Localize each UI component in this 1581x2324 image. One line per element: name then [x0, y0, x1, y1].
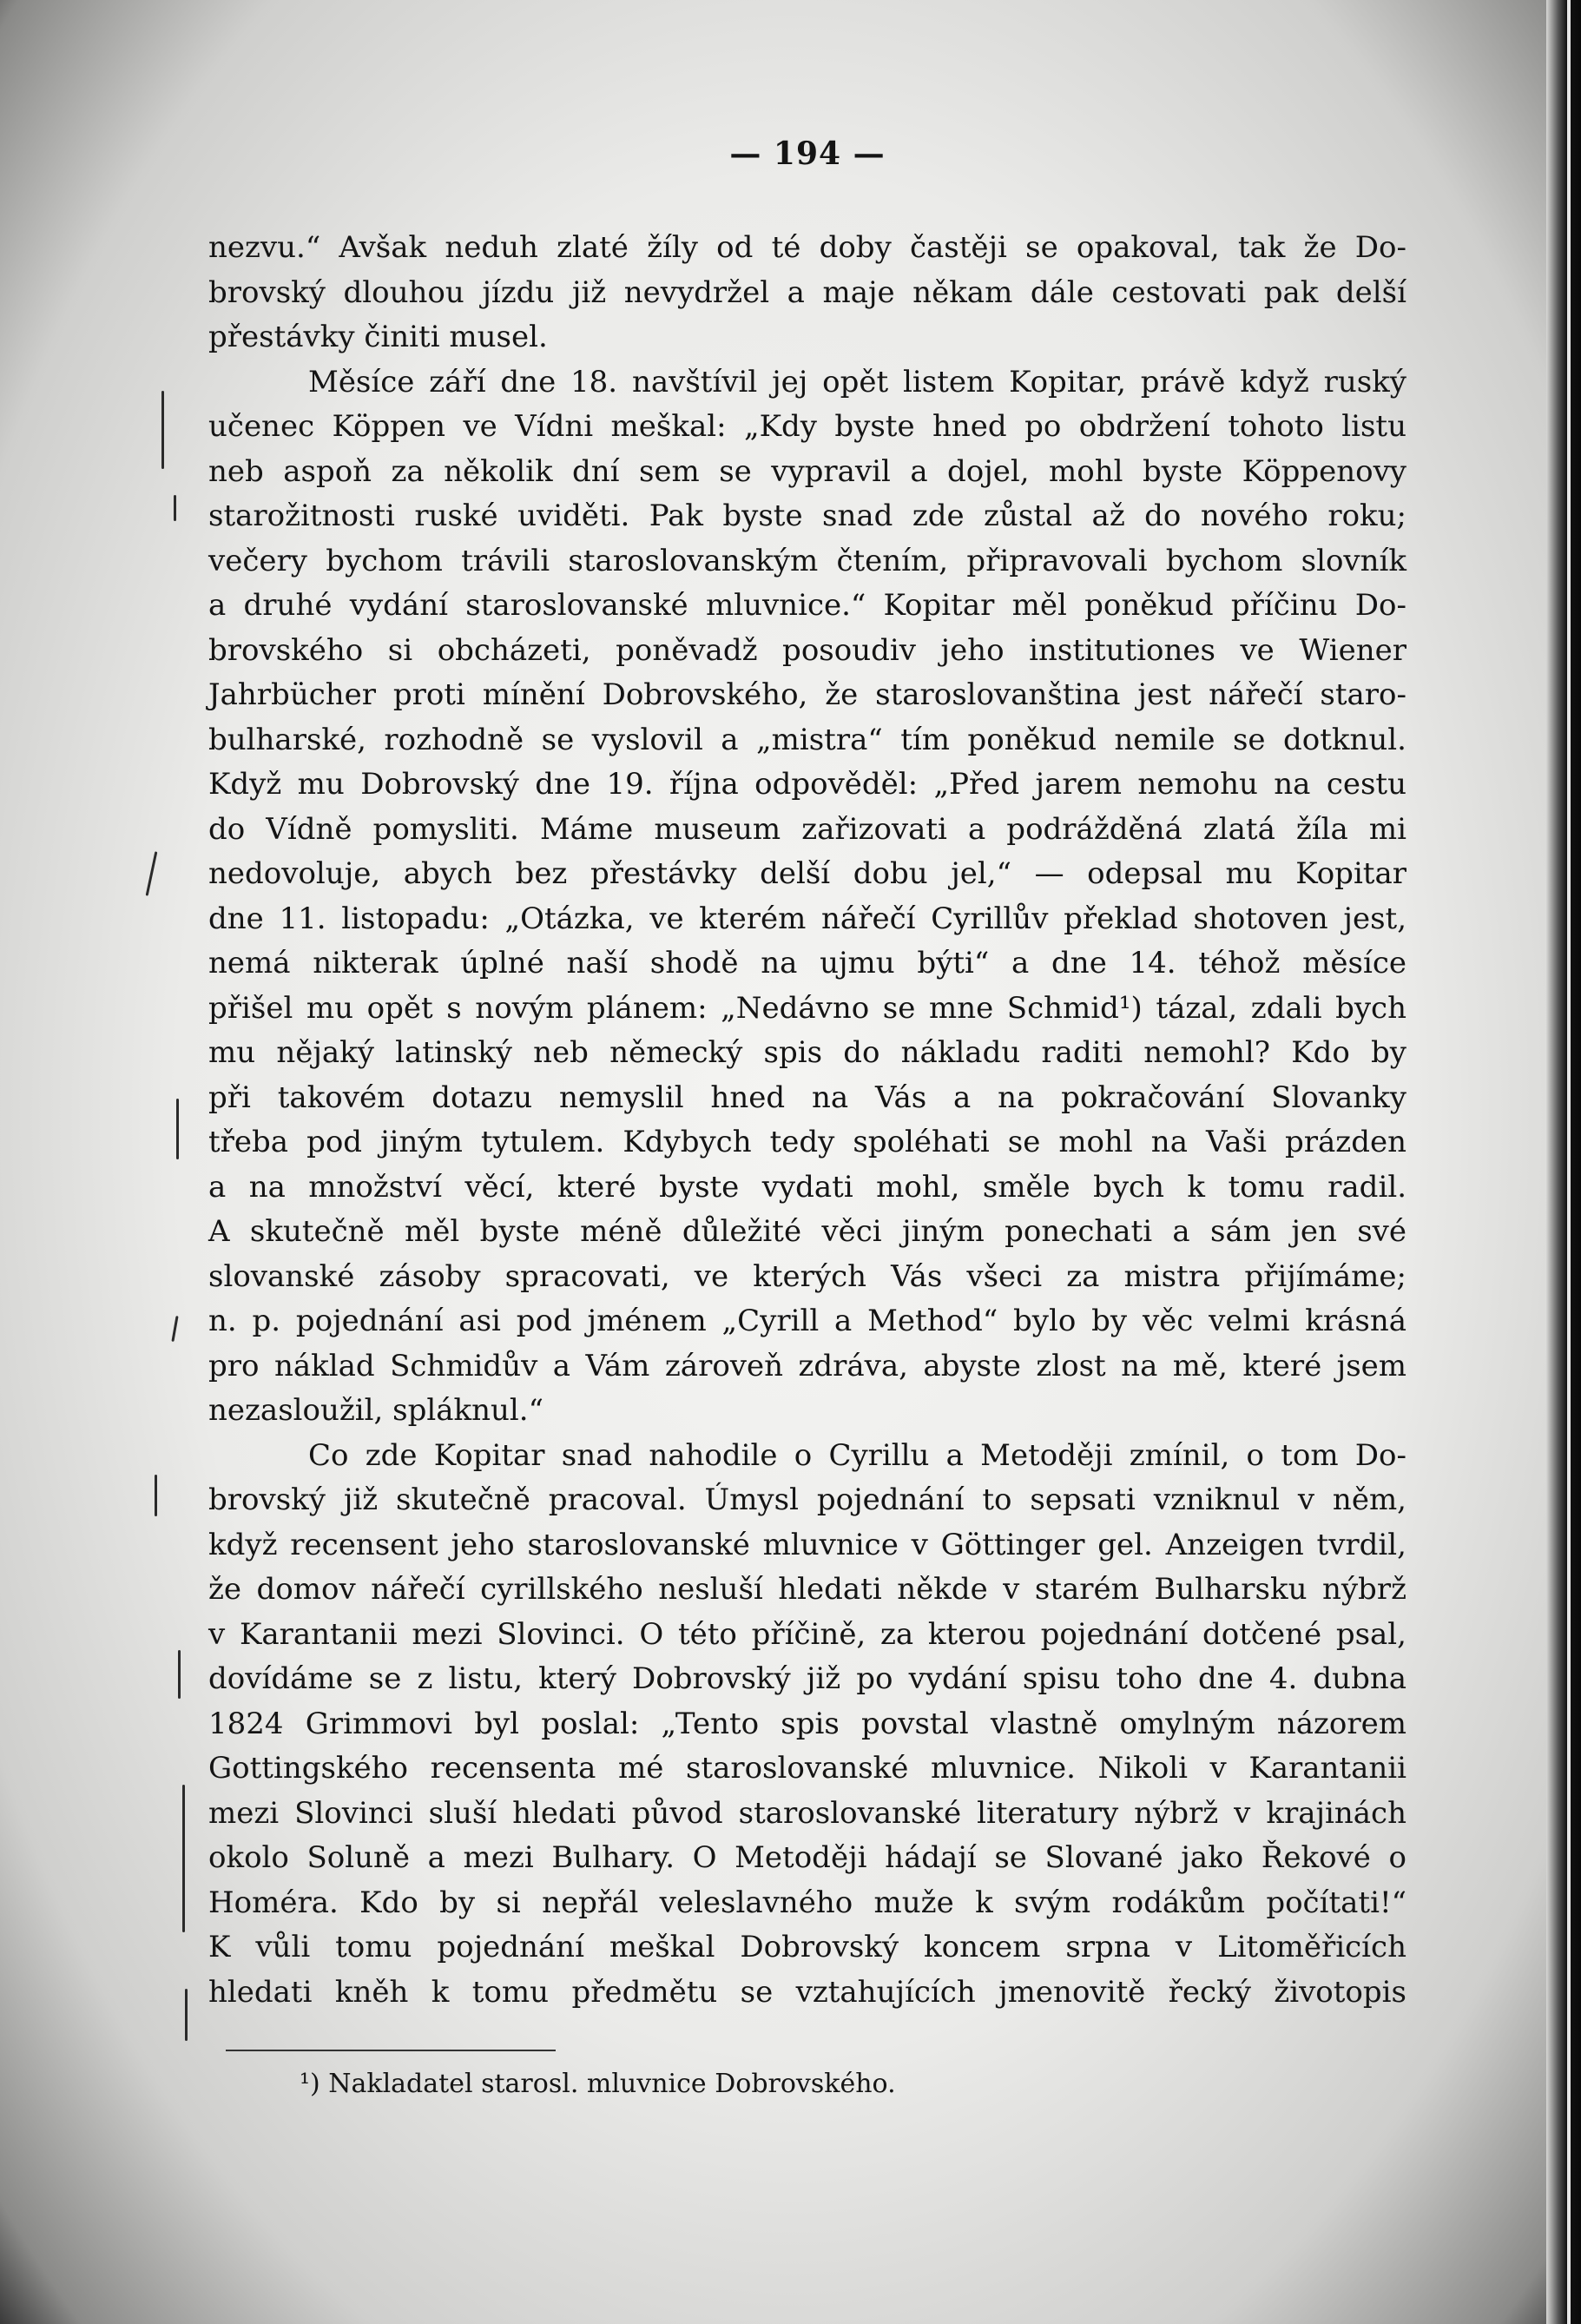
footnote-rule [226, 2050, 556, 2051]
text-line: přestávky činiti musel. [208, 320, 548, 354]
text-line: K vůli tomu pojednání meškal Dobrovský koncem srpna v Litoměřicích [208, 1930, 1406, 1964]
text-line: přišel mu opět s novým plánem: „Nedávno se mne Schmid¹) tázal, zdali bych [208, 990, 1406, 1026]
text-line: nedovoluje, abych bez přestávky delší dobu jel,“ — odepsal mu Kopitar [208, 856, 1406, 891]
text-line: když recensent jeho staroslovanské mluvnice v Göttinger gel. Anzeigen tvrdil, [208, 1527, 1406, 1562]
text-line: bulharské, rozhodně se vyslovil a „mistra“ tím poněkud nemile se dotknul. [208, 722, 1406, 757]
text-line: Jahrbücher proti mínění Dobrovského, že staroslovanština jest nářečí staro- [208, 677, 1406, 712]
text-line: nezvu.“ Avšak neduh zlaté žíly od té doby častěji se opakoval, tak že Do- [208, 230, 1406, 265]
text-line: učenec Köppen ve Vídni meškal: „Kdy byste hned po obdržení tohoto listu [208, 409, 1406, 444]
text-line: starožitnosti ruské uviděti. Pak byste snad zde zůstal až do nového roku; [208, 498, 1406, 533]
text-line: hledati kněh k tomu předmětu se vztahujících jmenovitě řecký životopis [208, 1974, 1406, 2010]
text-line: mezi Slovinci sluší hledati původ staroslovanské literatury nýbrž v krajinách [208, 1795, 1406, 1831]
text-line: v Karantanii mezi Slovinci. O této příčině, za kterou pojednání dotčené psal, [208, 1616, 1406, 1652]
text-line: Co zde Kopitar snad nahodile o Cyrillu a Metoději zmínil, o tom Do- [308, 1437, 1406, 1473]
text-line: Homéra. Kdo by si nepřál veleslavného muže k svým rodákům počítati!“ [208, 1885, 1406, 1920]
text-line: 1824 Grimmovi byl poslal: „Tento spis povstal vlastně omylným názorem [208, 1706, 1406, 1741]
text-line: a druhé vydání staroslovanské mluvnice.“ Kopitar měl poněkud příčinu Do- [208, 588, 1406, 623]
text-line: Měsíce září dne 18. navštívil jej opět listem Kopitar, právě když ruský [308, 364, 1406, 399]
margin-mark [146, 851, 158, 895]
page-number: — 194 — [729, 135, 886, 172]
text-line: neb aspoň za několik dní sem se vypravil a dojel, mohl byste Köppenovy [208, 453, 1406, 489]
text-line: Gottingského recensenta mé staroslovanské mluvnice. Nikoli v Karantanii [208, 1751, 1406, 1786]
paragraph-2 [208, 360, 1406, 1434]
page-edge-line [1567, 0, 1571, 2324]
text-line: brovský dlouhou jízdu již nevydržel a maje někam dále cestovati pak delší [208, 274, 1406, 310]
margin-mark [176, 1099, 179, 1159]
margin-mark [171, 1316, 178, 1342]
margin-mark [178, 1650, 181, 1699]
paragraph-3 [208, 1434, 1406, 2016]
text-line: okolo Soluně a mezi Bulhary. O Metoději hádají se Slované jako Řekové o [208, 1840, 1406, 1875]
text-line: n. p. pojednání asi pod jménem „Cyrill a Method“ bylo by věc velmi krásná [208, 1304, 1406, 1338]
text-line: pro náklad Schmidův a Vám zároveň zdráva, abyste zlost na mě, které jsem [208, 1348, 1406, 1383]
text-line: mu nějaký latinský neb německý spis do nákladu raditi nemohl? Kdo by [208, 1035, 1406, 1070]
text-line: dovídáme se z listu, který Dobrovský již po vydání spisu toho dne 4. dubna [208, 1661, 1406, 1696]
margin-mark [185, 1989, 188, 2041]
page-edge-shadow [1546, 0, 1581, 2324]
text-line: brovského si obcházeti, poněvadž posoudiv jeho institutiones ve Wiener [208, 632, 1406, 668]
text-line: nezasloužil, spláknul.“ [208, 1393, 543, 1428]
page-text [208, 135, 1406, 2102]
text-line: Když mu Dobrovský dne 19. října odpověděl: „Před jarem nemohu na cestu [208, 767, 1406, 802]
margin-mark [155, 1475, 157, 1516]
text-line: do Vídně pomysliti. Máme museum zařizovati a podrážděná zlatá žíla mi [208, 811, 1406, 847]
text-line: při takovém dotazu nemyslil hned na Vás a na pokračování Slovanky [208, 1079, 1406, 1115]
text-line: brovský již skutečně pracoval. Úmysl pojednání to sepsati vzniknul v něm, [208, 1482, 1406, 1517]
margin-mark [161, 391, 164, 469]
text-line: že domov nářečí cyrillského nesluší hledati někde v starém Bulharsku nýbrž [208, 1572, 1406, 1607]
text-line: třeba pod jiným tytulem. Kdybych tedy spoléhati se mohl na Vaši prázden [208, 1125, 1406, 1159]
margin-mark [174, 495, 176, 521]
text-line: večery bychom trávili staroslovanským čtením, připravovali bychom slovník [208, 543, 1406, 578]
text-line: A skutečně měl byste méně důležité věci jiným ponechati a sám jen své [208, 1214, 1406, 1249]
footnote: ¹) Nakladatel starosl. mluvnice Dobrovského. [300, 2069, 896, 2099]
text-line: dne 11. listopadu: „Otázka, ve kterém nářečí Cyrillův překlad shotoven jest, [208, 901, 1406, 936]
text-line: nemá nikterak úplné naší shodě na ujmu býti“ a dne 14. téhož měsíce [208, 946, 1406, 980]
paragraph-1 [208, 226, 1406, 360]
margin-mark [182, 1785, 185, 1932]
text-line: slovanské zásoby spracovati, ve kterých Vás všeci za mistra přijímáme; [208, 1258, 1406, 1294]
text-line: a na množství věcí, které byste vydati mohl, směle bych k tomu radil. [208, 1169, 1406, 1205]
